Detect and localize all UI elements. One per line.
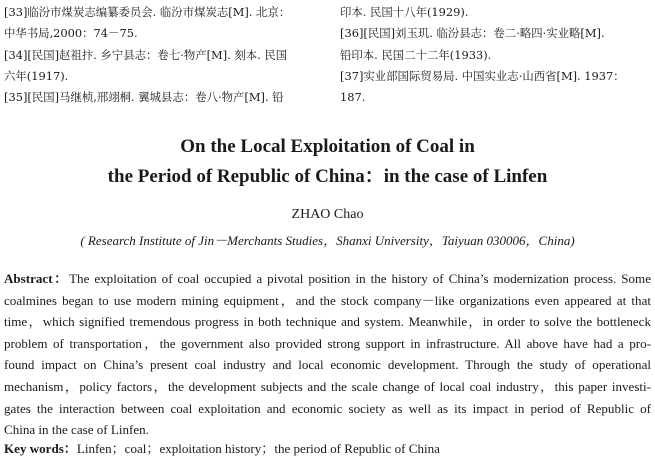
abstract-line-3: time，which signified tremendous progress in both technique and system. Meanwhile，in order to solve the bottleneck — [4, 314, 651, 330]
abstract-line-6: mechanism，policy factors，the development subjects and the scale change of local coal industry，this paper investi- — [4, 378, 651, 394]
abstract-line-8: China in the case of Linfen. — [4, 422, 149, 438]
abstract-label: Abstract： — [4, 271, 70, 286]
abstract-line-7: gates the interaction between coal exploitation and economic society as well as its impact in period of Republic of — [4, 400, 651, 416]
reference-37-line-2: 187. — [340, 90, 366, 105]
paper-title-line-1: On the Local Exploitation of Coal in — [180, 136, 475, 157]
abstract-line-4: problem of transportation，the government also provided strong support in infrastructure. All above have had a pro- — [4, 335, 651, 351]
abstract-line-1 — [4, 268, 651, 290]
reference-33-line-1: [33]临汾市煤炭志编纂委员会. 临汾市煤炭志[M]. 北京： — [4, 5, 291, 19]
author-affiliation: ( Research Institute of Jin－Merchants Studies，Shanxi University，Taiyuan 030006，China) — [80, 233, 575, 248]
abstract-block — [4, 268, 651, 441]
reference-35-line-1: [35][民国]马继桢,邢翊桐. 翼城县志：卷八·物产[M]. 铅 — [4, 90, 284, 105]
paper-title-line-2: the Period of Republic of China：in the case of Linfen — [107, 166, 548, 187]
reference-37-line-1: [37]实业部国际贸易局. 中国实业志·山西省[M]. 1937： — [340, 68, 625, 83]
reference-34-line-2: 六年(1917). — [4, 68, 69, 83]
author-name: ZHAO Chao — [291, 207, 364, 222]
keywords-label: Key words： — [4, 441, 77, 456]
references-right-column — [340, 2, 652, 108]
reference-34-line-1: [34][民国]赵祖抃. 乡宁县志：卷七·物产[M]. 刻本. 民国 — [4, 47, 288, 62]
references-left-column — [4, 2, 320, 108]
reference-35-line-2: 印本. 民国十八年(1929). — [340, 5, 469, 19]
abstract-text-1: The exploitation of coal occupied a pivotal position in the history of China’s modernization process. Some — [69, 271, 651, 286]
abstract-line-2: coalmines began to use modern mining equipment，and the stock company－like organizations even appeared at that — [4, 292, 651, 308]
reference-36-line-1: [36][民国]刘玉玑. 临汾县志：卷二·略四·实业略[M]. — [340, 26, 605, 41]
keywords-text: Linfen；coal；exploitation history；the period of Republic of China — [76, 441, 440, 456]
reference-36-line-2: 铅印本. 民国二十二年(1933). — [340, 47, 492, 62]
reference-33-line-2: 中华书局,2000：74－75. — [4, 26, 138, 41]
keywords-line — [4, 438, 440, 457]
abstract-line-5: found impact on China’s present coal industry and local economic development. Through the study of operational — [4, 357, 651, 373]
